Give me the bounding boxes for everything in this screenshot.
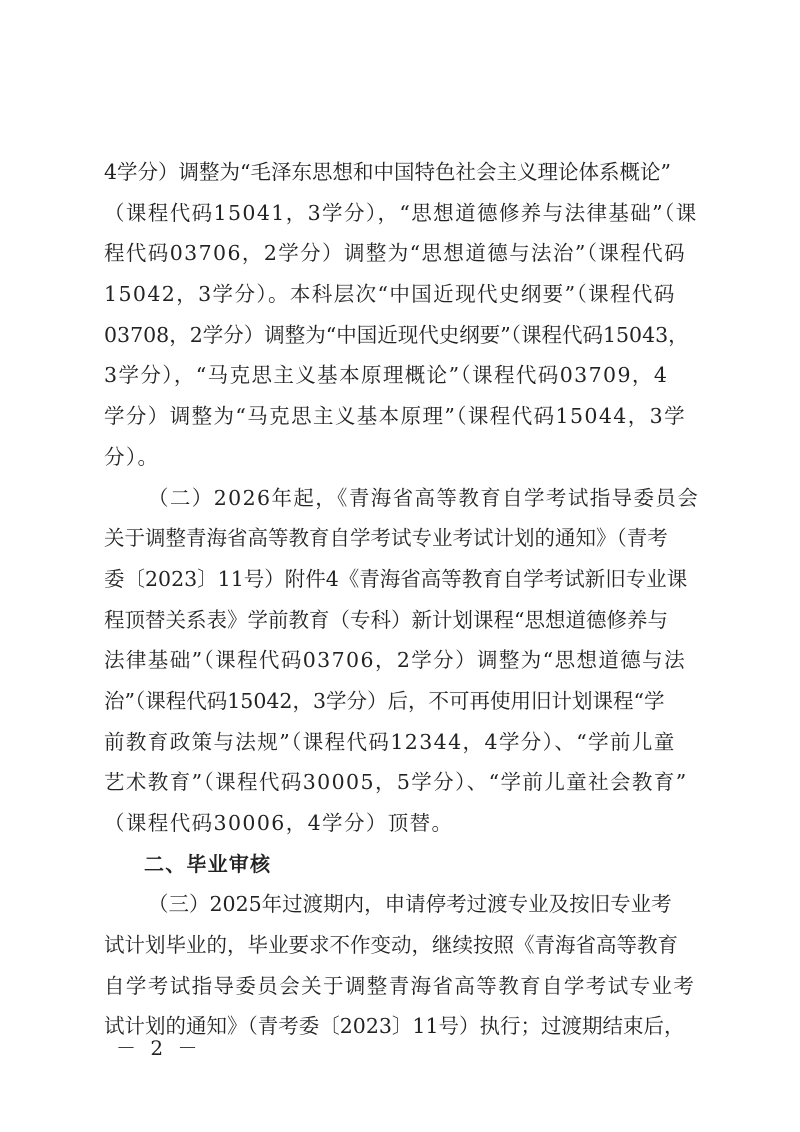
text-line: 学分）调整为“马克思主义基本原理”（课程代码15044，3学 <box>104 404 686 429</box>
text-line: （课程代码30006，4学分）顶替。 <box>104 811 454 835</box>
text-line: 4学分）调整为“毛泽东思想和中国特色社会主义理论体系概论” <box>104 160 672 184</box>
text-line: 治”（课程代码15042，3学分）后，不可再使用旧计划课程“学 <box>104 688 665 713</box>
text-line: 程代码03706，2学分）调整为“思想道德与法治”（课程代码 <box>104 241 686 266</box>
text-line: 自学考试指导委员会关于调整青海省高等教育自学考试专业考 <box>104 973 696 998</box>
text-line: 前教育政策与法规”（课程代码12344，4学分）、“学前儿童 <box>104 729 676 754</box>
text-line: 关于调整青海省高等教育自学考试专业考试计划的通知》（青考 <box>104 526 668 551</box>
text-line: 3学分），“马克思主义基本原理概论”（课程代码03709，4 <box>104 363 669 388</box>
text-line: 试计划的通知》（青考委〔2023〕11号）执行；过渡期结束后， <box>104 1014 685 1039</box>
paragraph-start: （三）2025年过渡期内，申请停考过渡专业及按旧专业考 <box>148 892 672 917</box>
text-line: 分）。 <box>104 444 160 469</box>
text-line: 法律基础”（课程代码03706，2学分）调整为“思想道德与法 <box>104 648 686 673</box>
text-line: 15042，3学分）。本科层次“中国近现代史纲要”（课程代码 <box>104 282 676 307</box>
section-heading: 二、毕业审核 <box>144 851 272 876</box>
text-line: 艺术教育”（课程代码30005，5学分）、“学前儿童社会教育” <box>104 770 688 795</box>
text-line: 试计划毕业的，毕业要求不作变动，继续按照《青海省高等教育 <box>104 933 678 958</box>
text-line: 程顶替关系表》学前教育（专科）新计划课程“思想道德修养与 <box>104 607 668 632</box>
page-number: － 2 － <box>116 1036 202 1060</box>
text-line: 委〔2023〕11号）附件4《青海省高等教育自学考试新旧专业课 <box>104 566 688 591</box>
text-line: （课程代码15041，3学分），“思想道德修养与法律基础”（课 <box>104 200 698 225</box>
paragraph-start: （二）2026年起，《青海省高等教育自学考试指导委员会 <box>148 485 700 510</box>
document-body <box>104 152 702 1047</box>
text-line: 03708，2学分）调整为“中国近现代史纲要”（课程代码15043， <box>104 322 689 347</box>
